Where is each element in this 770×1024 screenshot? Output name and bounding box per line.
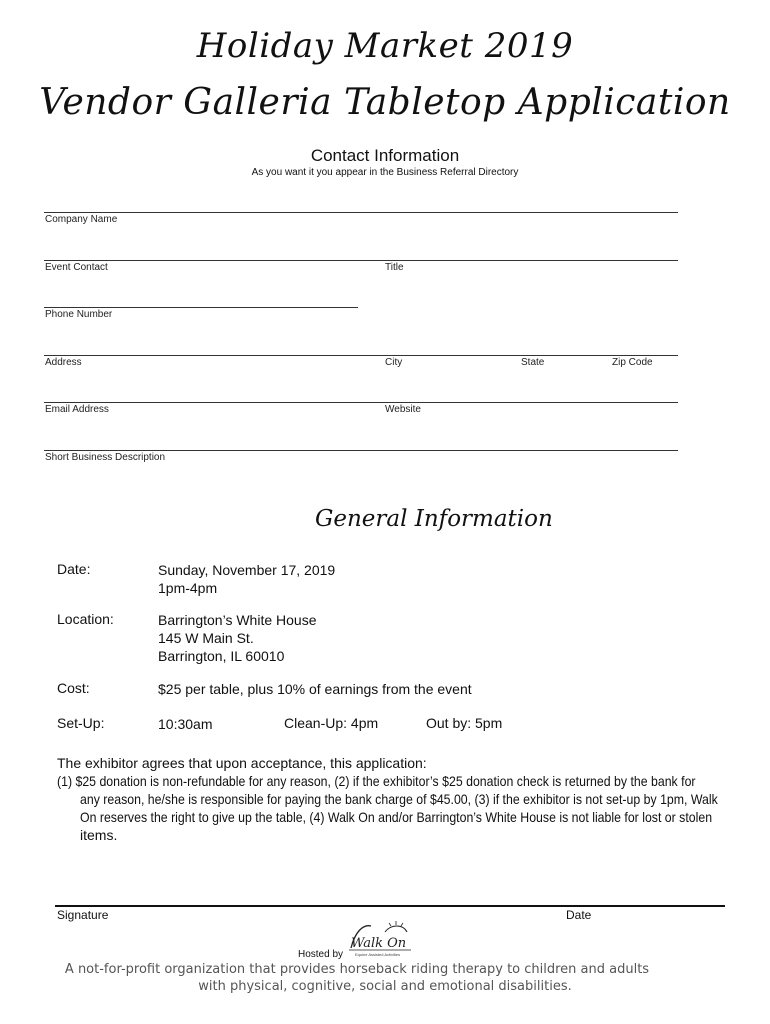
agreement-line-4: items. <box>80 827 118 843</box>
setup-time: 10:30am <box>158 716 213 732</box>
location-venue: Barrington’s White House <box>158 612 317 628</box>
mission-line-1: A not-for-profit organization that provides horseback riding therapy to children and adults <box>64 962 650 977</box>
agreement-line-2: any reason, he/she is responsible for paying the bank charge of $45.00, (3) if the exhibitor is not set-up by 1pm, Walk <box>80 791 718 807</box>
mission-line-2: with physical, cognitive, social and emotional disabilities. <box>198 979 572 994</box>
cost-value: $25 per table, plus 10% of earnings from the event <box>158 681 472 697</box>
location-city: Barrington, IL 60010 <box>158 648 285 664</box>
business-description-line[interactable] <box>44 450 678 451</box>
title-label: Title <box>385 262 404 273</box>
agreement-line-3: On reserves the right to give up the table, (4) Walk On and/or Barrington’s White House is not liable for lost or stolen <box>80 809 713 825</box>
cost-label: Cost: <box>57 680 90 696</box>
date-label: Date: <box>57 561 91 577</box>
walk-on-logo-icon <box>345 918 415 960</box>
event-hours: 1pm-4pm <box>158 580 218 596</box>
company-name-line[interactable] <box>44 212 678 213</box>
cleanup-time: Clean-Up: 4pm <box>284 715 379 731</box>
website-label: Website <box>385 404 421 415</box>
walk-on-logo-tagline: Equine Assisted Activities <box>355 952 401 957</box>
event-contact-line[interactable] <box>44 260 678 261</box>
phone-number-label: Phone Number <box>45 309 113 320</box>
company-name-label: Company Name <box>45 214 118 225</box>
phone-number-line[interactable] <box>44 307 358 308</box>
signature-label: Signature <box>57 908 109 922</box>
contact-subheading: As you want it you appear in the Business Referral Directory <box>251 167 519 178</box>
agreement-intro: The exhibitor agrees that upon acceptance, this application: <box>57 755 427 771</box>
state-label: State <box>521 357 545 368</box>
event-contact-label: Event Contact <box>45 262 108 273</box>
walk-on-logo <box>345 918 415 960</box>
event-date: Sunday, November 17, 2019 <box>158 562 336 578</box>
location-label: Location: <box>57 611 114 627</box>
location-street: 145 W Main St. <box>158 630 254 646</box>
zip-code-label: Zip Code <box>612 357 653 368</box>
walk-on-logo-text: Walk On <box>351 936 407 951</box>
city-label: City <box>385 357 403 368</box>
setup-label: Set-Up: <box>57 715 105 731</box>
agreement-line-1: (1) $25 donation is non-refundable for any reason, (2) if the exhibitor’s $25 donation check is returned by the bank for <box>57 773 696 789</box>
email-line[interactable] <box>44 402 678 403</box>
out-by-time: Out by: 5pm <box>426 715 503 731</box>
hosted-by-label: Hosted by <box>298 949 344 960</box>
business-description-label: Short Business Description <box>45 452 166 463</box>
signature-line[interactable] <box>55 905 725 907</box>
general-info-heading: General Information <box>315 506 553 532</box>
title-line-2: Vendor Galleria Tabletop Application <box>39 82 731 123</box>
title-line-1: Holiday Market 2019 <box>196 26 574 66</box>
contact-heading: Contact Information <box>310 146 460 165</box>
address-label: Address <box>45 357 82 368</box>
address-line[interactable] <box>44 355 678 356</box>
signature-date-label: Date <box>566 908 592 922</box>
email-address-label: Email Address <box>45 404 109 415</box>
